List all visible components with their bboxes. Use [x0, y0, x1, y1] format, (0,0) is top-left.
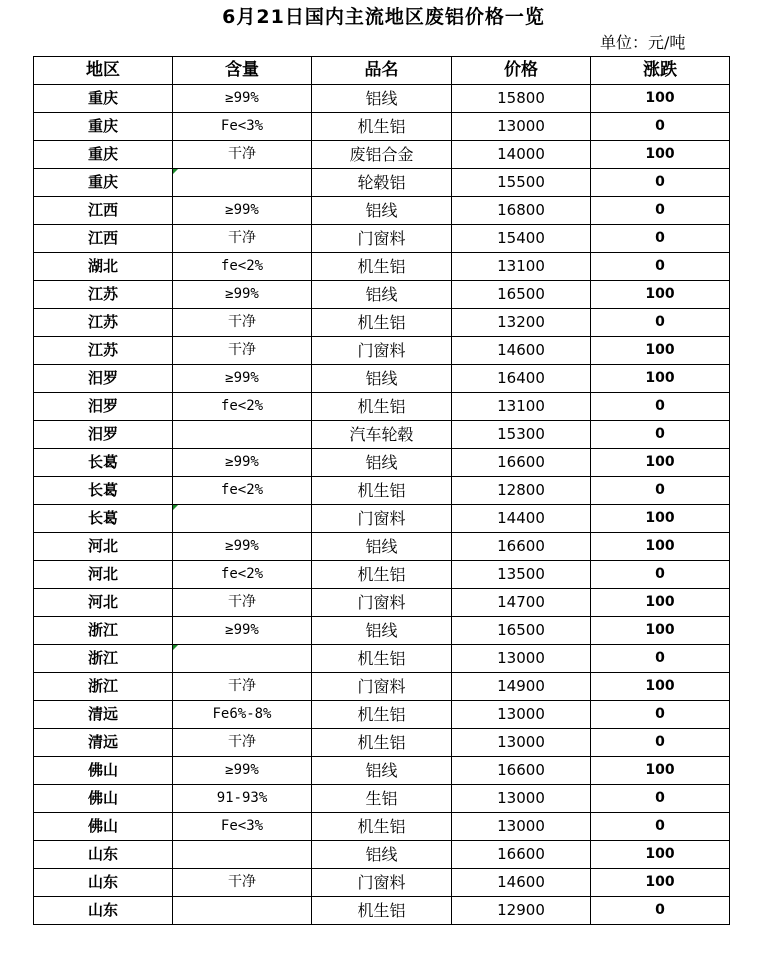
- product-cell: 机生铝: [312, 393, 452, 421]
- price-cell: 12800: [452, 477, 591, 505]
- table-row: [34, 505, 730, 533]
- table-row: [34, 673, 730, 701]
- product-cell: 铝线: [312, 757, 452, 785]
- table-row: [34, 477, 730, 505]
- change-cell: 0: [591, 701, 730, 729]
- content-cell: [173, 897, 312, 925]
- product-cell: 机生铝: [312, 701, 452, 729]
- change-cell: 0: [591, 393, 730, 421]
- price-cell: 16600: [452, 533, 591, 561]
- region-cell: 江苏: [34, 309, 173, 337]
- price-cell: 14400: [452, 505, 591, 533]
- product-cell: 机生铝: [312, 645, 452, 673]
- product-cell: 生铝: [312, 785, 452, 813]
- change-cell: 100: [591, 337, 730, 365]
- table-row: [34, 533, 730, 561]
- header-price: 价格: [452, 57, 591, 85]
- table-body: [34, 85, 730, 925]
- product-cell: 门窗料: [312, 673, 452, 701]
- price-cell: 14000: [452, 141, 591, 169]
- content-cell: 干净: [173, 869, 312, 897]
- table-row: [34, 225, 730, 253]
- table-header-row: [34, 57, 730, 85]
- region-cell: 山东: [34, 841, 173, 869]
- content-cell: [173, 841, 312, 869]
- table-row: [34, 365, 730, 393]
- product-cell: 门窗料: [312, 225, 452, 253]
- price-cell: 13000: [452, 813, 591, 841]
- change-cell: 0: [591, 729, 730, 757]
- product-cell: 铝线: [312, 449, 452, 477]
- table-row: [34, 757, 730, 785]
- header-change: 涨跌: [591, 57, 730, 85]
- region-cell: 河北: [34, 589, 173, 617]
- region-cell: 河北: [34, 533, 173, 561]
- region-cell: 浙江: [34, 673, 173, 701]
- change-cell: 0: [591, 645, 730, 673]
- content-cell: 干净: [173, 729, 312, 757]
- table-row: [34, 141, 730, 169]
- table-row: [34, 197, 730, 225]
- change-cell: 0: [591, 113, 730, 141]
- content-cell: ≥99%: [173, 533, 312, 561]
- content-cell: [173, 421, 312, 449]
- table-row: [34, 645, 730, 673]
- change-cell: 0: [591, 169, 730, 197]
- product-cell: 机生铝: [312, 477, 452, 505]
- price-cell: 13000: [452, 701, 591, 729]
- product-cell: 机生铝: [312, 729, 452, 757]
- region-cell: 清远: [34, 729, 173, 757]
- content-cell: ≥99%: [173, 197, 312, 225]
- change-cell: 0: [591, 309, 730, 337]
- change-cell: 100: [591, 757, 730, 785]
- price-cell: 13000: [452, 113, 591, 141]
- change-cell: 100: [591, 141, 730, 169]
- price-cell: 16600: [452, 757, 591, 785]
- product-cell: 废铝合金: [312, 141, 452, 169]
- price-cell: 12900: [452, 897, 591, 925]
- content-cell: ≥99%: [173, 85, 312, 113]
- change-cell: 100: [591, 281, 730, 309]
- content-cell: fe<2%: [173, 253, 312, 281]
- table-row: [34, 589, 730, 617]
- region-cell: 江苏: [34, 337, 173, 365]
- region-cell: 长葛: [34, 505, 173, 533]
- table-row: [34, 113, 730, 141]
- price-cell: 16800: [452, 197, 591, 225]
- region-cell: 重庆: [34, 141, 173, 169]
- price-cell: 16500: [452, 281, 591, 309]
- content-cell: Fe6%-8%: [173, 701, 312, 729]
- region-cell: 长葛: [34, 477, 173, 505]
- change-cell: 100: [591, 617, 730, 645]
- change-cell: 0: [591, 785, 730, 813]
- region-cell: 湖北: [34, 253, 173, 281]
- table-row: [34, 729, 730, 757]
- content-cell: 干净: [173, 673, 312, 701]
- change-cell: 0: [591, 421, 730, 449]
- region-cell: 江苏: [34, 281, 173, 309]
- price-cell: 15400: [452, 225, 591, 253]
- price-cell: 14600: [452, 337, 591, 365]
- region-cell: 浙江: [34, 645, 173, 673]
- change-cell: 100: [591, 841, 730, 869]
- table-row: [34, 309, 730, 337]
- price-cell: 13000: [452, 729, 591, 757]
- change-cell: 100: [591, 449, 730, 477]
- table-row: [34, 393, 730, 421]
- product-cell: 铝线: [312, 841, 452, 869]
- content-cell: 干净: [173, 337, 312, 365]
- region-cell: 江西: [34, 197, 173, 225]
- unit-label: 单位：元/吨: [600, 33, 686, 52]
- product-cell: 机生铝: [312, 897, 452, 925]
- region-cell: 汨罗: [34, 393, 173, 421]
- region-cell: 重庆: [34, 113, 173, 141]
- product-cell: 门窗料: [312, 337, 452, 365]
- content-cell: [173, 169, 312, 197]
- change-cell: 100: [591, 85, 730, 113]
- region-cell: 汨罗: [34, 421, 173, 449]
- table-row: [34, 841, 730, 869]
- content-cell: fe<2%: [173, 477, 312, 505]
- product-cell: 轮毂铝: [312, 169, 452, 197]
- change-cell: 100: [591, 589, 730, 617]
- header-content: 含量: [173, 57, 312, 85]
- price-cell: 15300: [452, 421, 591, 449]
- change-cell: 0: [591, 197, 730, 225]
- product-cell: 机生铝: [312, 253, 452, 281]
- region-cell: 山东: [34, 897, 173, 925]
- price-cell: 16500: [452, 617, 591, 645]
- change-cell: 100: [591, 505, 730, 533]
- price-cell: 16600: [452, 449, 591, 477]
- region-cell: 佛山: [34, 785, 173, 813]
- product-cell: 铝线: [312, 365, 452, 393]
- price-table: [33, 56, 730, 925]
- table-row: [34, 85, 730, 113]
- region-cell: 山东: [34, 869, 173, 897]
- region-cell: 江西: [34, 225, 173, 253]
- content-cell: 干净: [173, 589, 312, 617]
- content-cell: 91-93%: [173, 785, 312, 813]
- product-cell: 机生铝: [312, 813, 452, 841]
- product-cell: 门窗料: [312, 505, 452, 533]
- product-cell: 机生铝: [312, 309, 452, 337]
- product-cell: 汽车轮毂: [312, 421, 452, 449]
- price-cell: 13500: [452, 561, 591, 589]
- product-cell: 门窗料: [312, 869, 452, 897]
- region-cell: 佛山: [34, 813, 173, 841]
- price-cell: 13100: [452, 253, 591, 281]
- region-cell: 浙江: [34, 617, 173, 645]
- price-cell: 16400: [452, 365, 591, 393]
- table-row: [34, 281, 730, 309]
- product-cell: 铝线: [312, 533, 452, 561]
- price-cell: 13100: [452, 393, 591, 421]
- price-cell: 15800: [452, 85, 591, 113]
- table-row: [34, 169, 730, 197]
- price-cell: 14600: [452, 869, 591, 897]
- change-cell: 100: [591, 365, 730, 393]
- price-cell: 13000: [452, 645, 591, 673]
- product-cell: 机生铝: [312, 113, 452, 141]
- change-cell: 0: [591, 253, 730, 281]
- table-row: [34, 421, 730, 449]
- change-cell: 100: [591, 869, 730, 897]
- content-cell: fe<2%: [173, 393, 312, 421]
- price-cell: 14900: [452, 673, 591, 701]
- price-cell: 13200: [452, 309, 591, 337]
- change-cell: 100: [591, 673, 730, 701]
- region-cell: 佛山: [34, 757, 173, 785]
- change-cell: 0: [591, 813, 730, 841]
- content-cell: ≥99%: [173, 617, 312, 645]
- region-cell: 河北: [34, 561, 173, 589]
- change-cell: 0: [591, 561, 730, 589]
- table-row: [34, 253, 730, 281]
- table-row: [34, 337, 730, 365]
- change-cell: 0: [591, 897, 730, 925]
- product-cell: 铝线: [312, 281, 452, 309]
- content-cell: 干净: [173, 225, 312, 253]
- price-cell: 13000: [452, 785, 591, 813]
- change-cell: 0: [591, 477, 730, 505]
- region-cell: 重庆: [34, 85, 173, 113]
- content-cell: Fe<3%: [173, 813, 312, 841]
- content-cell: ≥99%: [173, 365, 312, 393]
- region-cell: 清远: [34, 701, 173, 729]
- content-cell: Fe<3%: [173, 113, 312, 141]
- table-row: [34, 869, 730, 897]
- content-cell: 干净: [173, 141, 312, 169]
- table-row: [34, 785, 730, 813]
- region-cell: 长葛: [34, 449, 173, 477]
- header-product: 品名: [312, 57, 452, 85]
- product-cell: 机生铝: [312, 561, 452, 589]
- content-cell: ≥99%: [173, 449, 312, 477]
- table-row: [34, 561, 730, 589]
- content-cell: [173, 645, 312, 673]
- content-cell: ≥99%: [173, 757, 312, 785]
- product-cell: 铝线: [312, 617, 452, 645]
- content-cell: 干净: [173, 309, 312, 337]
- page-title: 6月21日国内主流地区废铝价格一览: [222, 6, 545, 28]
- price-cell: 15500: [452, 169, 591, 197]
- price-cell: 14700: [452, 589, 591, 617]
- region-cell: 重庆: [34, 169, 173, 197]
- header-region: 地区: [34, 57, 173, 85]
- content-cell: fe<2%: [173, 561, 312, 589]
- table-row: [34, 617, 730, 645]
- table-row: [34, 449, 730, 477]
- table-row: [34, 813, 730, 841]
- product-cell: 铝线: [312, 85, 452, 113]
- region-cell: 汨罗: [34, 365, 173, 393]
- content-cell: ≥99%: [173, 281, 312, 309]
- product-cell: 门窗料: [312, 589, 452, 617]
- product-cell: 铝线: [312, 197, 452, 225]
- change-cell: 100: [591, 533, 730, 561]
- change-cell: 0: [591, 225, 730, 253]
- table-row: [34, 701, 730, 729]
- table-row: [34, 897, 730, 925]
- content-cell: [173, 505, 312, 533]
- price-cell: 16600: [452, 841, 591, 869]
